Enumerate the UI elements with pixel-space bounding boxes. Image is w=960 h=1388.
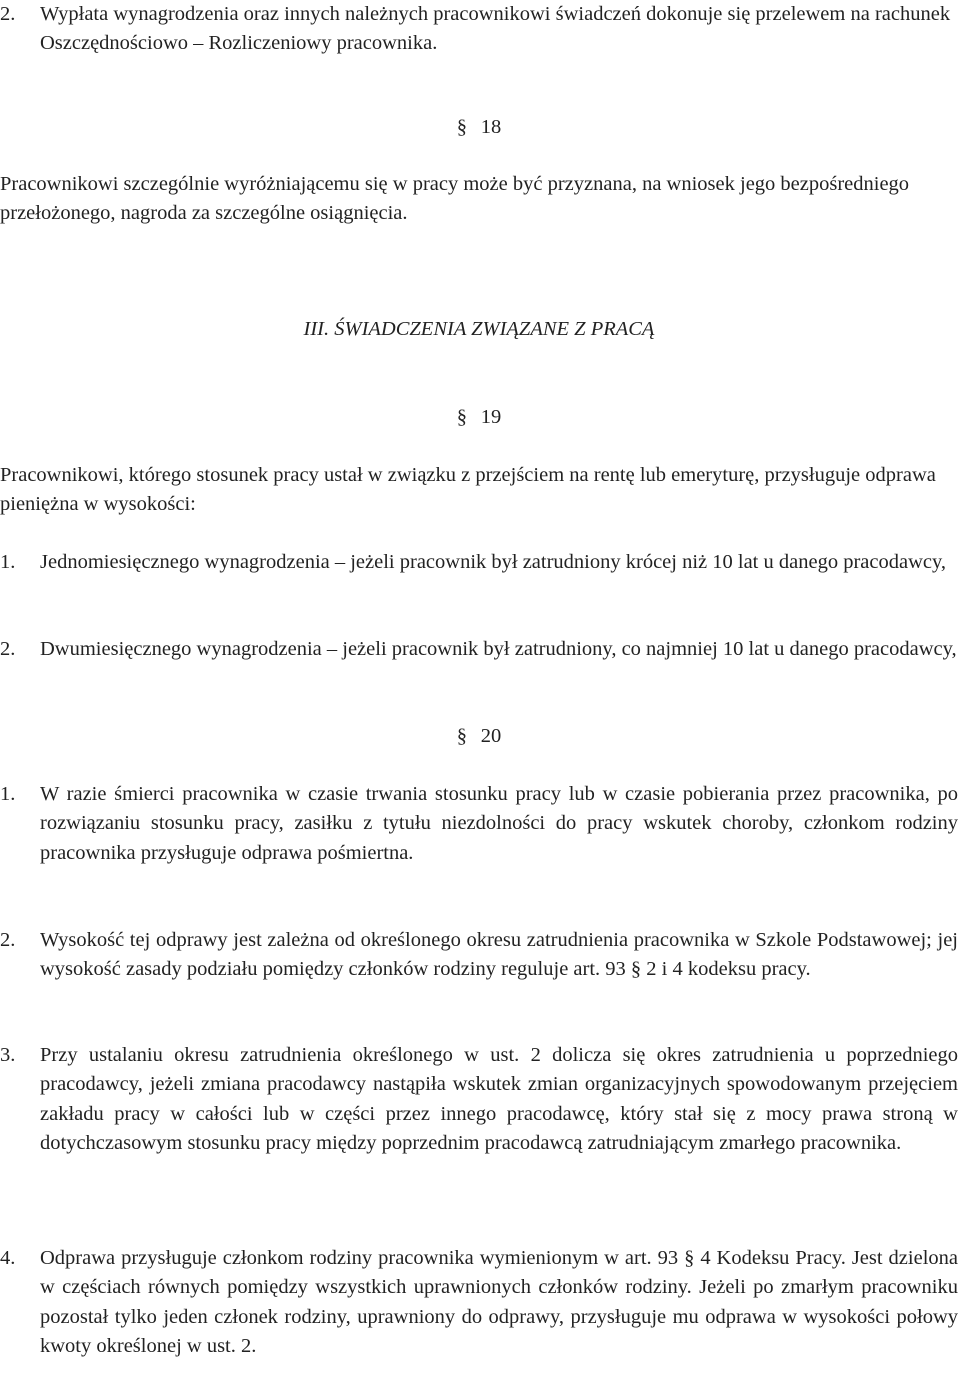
list-item-number: 4. [0, 1247, 16, 1269]
paragraph-number: 19 [480, 406, 502, 428]
list-item-text: Wypłata wynagrodzenia oraz innych należnych pracownikowi świadczeń dokonuje się przelewem na rachunek Oszczędnościowo – Rozliczeniowy pracownika. [40, 3, 951, 55]
list-item-wyplata [0, 0, 958, 59]
list-item [0, 548, 958, 577]
section-sign: § [456, 406, 467, 428]
list-item-number: 3. [0, 1044, 16, 1066]
list-item-text: Jednomiesięcznego wynagrodzenia – jeżeli pracownik był zatrudniony krócej niż 10 lat u danego pracodawcy, [40, 551, 947, 573]
paragraph-18-heading [0, 113, 958, 142]
list-item-number: 2. [0, 929, 16, 951]
list-item-number: 1. [0, 551, 16, 573]
section-heading: III. ŚWIADCZENIA ZWIĄZANE Z PRACĄ [303, 318, 655, 340]
list-item [0, 926, 958, 985]
list-item-number: 2. [0, 3, 16, 25]
list-item-text: Wysokość tej odprawy jest zależna od określonego okresu zatrudnienia pracownika w Szkole Podstawowej; jej wysokość zasady podziału pomiędzy członków rodziny reguluje art. 93 § 2 i 4 kodeksu pracy. [40, 929, 958, 981]
list-item-text: Przy ustalaniu okresu zatrudnienia określonego w ust. 2 dolicza się okres zatrudnienia u poprzedniego pracodawcy, jeżeli zmiana pracodawcy nastąpiła wskutek zmian organizacyjnych spowodowanym przejęciem zakładu pracy w całości lub w części przez innego pracodawcę, który stał się z mocy prawa stroną w dotychczasowym stosunku pracy między poprzednim pracodawcą zatrudniającym zmarłego pracownika. [40, 1044, 958, 1155]
section-sign: § [456, 725, 467, 747]
list-item [0, 780, 958, 868]
paragraph-number: 20 [480, 725, 502, 747]
paragraph-18-text: Pracownikowi szczególnie wyróżniającemu się w pracy może być przyznana, na wniosek jego bezpośredniego przełożonego, nagroda za szczególne osiągnięcia. [0, 173, 910, 225]
paragraph-number: 18 [480, 116, 502, 138]
list-item-text: Odprawa przysługuje członkom rodziny pracownika wymienionym w art. 93 § 4 Kodeksu Pracy. Jest dzielona w częściach równych pomiędzy wszystkich uprawnionych członków rodziny. Jeżeli po zmarłym pracowniku pozostał tylko jeden członek rodziny, uprawniony do odprawy, przysługuje mu odprawa w wysokości połowy kwoty określonej w ust. 2. [40, 1247, 958, 1358]
list-item [0, 1244, 958, 1362]
paragraph-19-heading [0, 403, 958, 432]
paragraph-19-intro: Pracownikowi, którego stosunek pracy ustał w związku z przejściem na rentę lub emeryturę, przysługuje odprawa pieniężna w wysokości: [0, 464, 936, 516]
list-item-text: W razie śmierci pracownika w czasie trwania stosunku pracy lub w czasie pobierania przez pracownika, po rozwiązaniu stosunku pracy, zasiłku z tytułu niezdolności do pracy wskutek choroby, członkom rodziny pracownika przysługuje odprawa pośmiertna. [40, 783, 958, 864]
list-item [0, 635, 958, 664]
list-item-text: Dwumiesięcznego wynagrodzenia – jeżeli pracownik był zatrudniony, co najmniej 10 lat u danego pracodawcy, [40, 638, 957, 660]
list-item-number: 1. [0, 783, 16, 805]
list-item [0, 1041, 958, 1159]
section-sign: § [456, 116, 467, 138]
paragraph-20-heading [0, 722, 958, 751]
list-item-number: 2. [0, 638, 16, 660]
